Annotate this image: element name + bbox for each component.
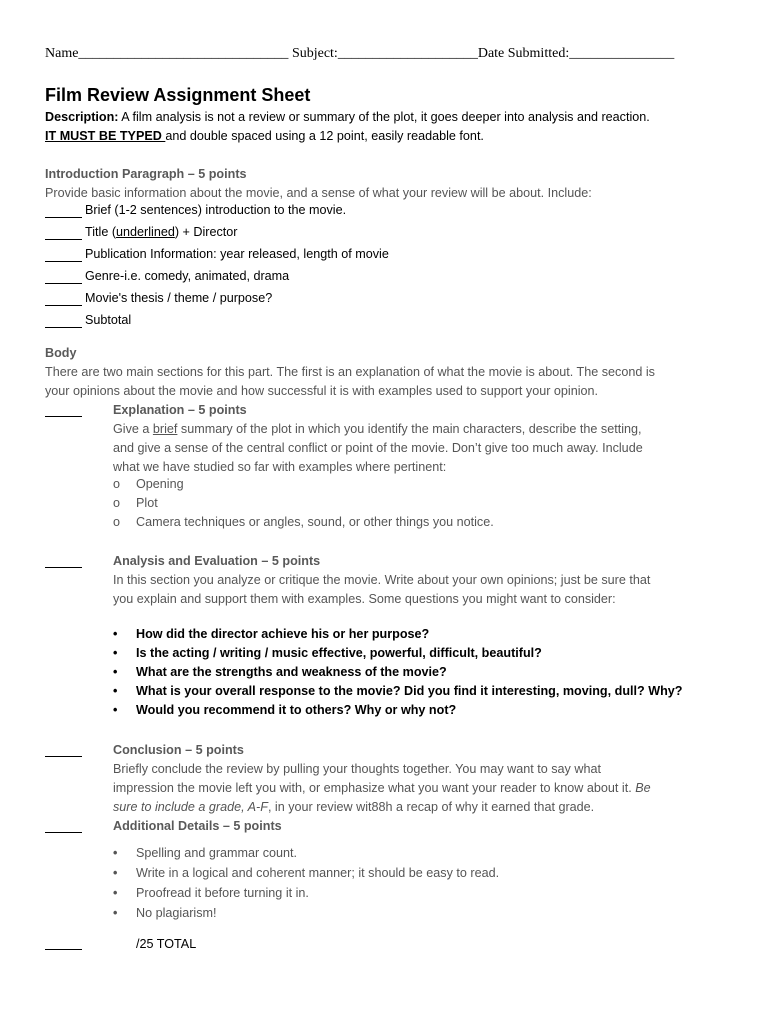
bullet-mark: • (113, 846, 118, 860)
intro-blank-2 (45, 239, 82, 240)
conclusion-text-3b: , in your review wit88h a recap of why it earned that grade. (267, 800, 595, 814)
conclusion-blank (45, 756, 82, 757)
bullet-mark: • (113, 665, 118, 679)
analysis-bullet-3 (113, 665, 447, 679)
additional-bullet-4 (113, 906, 217, 920)
bullet-text: Spelling and grammar count. (136, 846, 298, 860)
conclusion-text-2 (113, 779, 651, 798)
conclusion-heading: Conclusion – 5 points (113, 743, 244, 757)
bullet-mark: • (113, 684, 118, 698)
title-prefix: Title ( (85, 225, 117, 239)
explanation-bullet-3 (113, 515, 494, 529)
analysis-heading: Analysis and Evaluation – 5 points (113, 554, 321, 568)
title-rest: ) + Director (174, 225, 238, 239)
bullet-mark: o (113, 477, 121, 491)
explanation-text-3: what we have studied so far with examples where pertinent: (113, 460, 447, 474)
additional-bullet-1 (113, 846, 297, 860)
explanation-brief: brief (152, 422, 178, 436)
intro-item-6: Subtotal (85, 313, 132, 327)
analysis-blank (45, 567, 82, 568)
explanation-text-2: and give a sense of the central conflict or point of the movie. Don’t give too much away. Include (113, 441, 643, 455)
name-field: Name______________________________ (45, 46, 289, 61)
bullet-text: Opening (136, 477, 184, 491)
conclusion-text-3a: sure to include a grade, A-F (113, 800, 268, 814)
header-fields (45, 46, 674, 62)
additional-heading: Additional Details – 5 points (113, 819, 282, 833)
bullet-text: Proofread it before turning it in. (136, 886, 309, 900)
bullet-text: Would you recommend it to others? Why or why not? (136, 703, 457, 717)
additional-bullet-2 (113, 866, 499, 880)
intro-blank-4 (45, 283, 82, 284)
intro-blank-6 (45, 327, 82, 328)
subject-field: Subject:____________________ (291, 46, 478, 61)
bullet-mark: • (113, 906, 118, 920)
must-be-typed: IT MUST BE TYPED (45, 129, 166, 143)
body-text-1: There are two main sections for this part. The first is an explanation of what the movie is about. The second is (45, 365, 655, 379)
date-field: Date Submitted:_______________ (477, 46, 675, 61)
description-line-2 (45, 127, 484, 146)
bullet-mark: • (113, 866, 118, 880)
conclusion-text-1: Briefly conclude the review by pulling your thoughts together. You may want to say what (113, 762, 601, 776)
analysis-bullet-5 (113, 703, 456, 717)
analysis-bullet-2 (113, 646, 542, 660)
intro-item-2 (85, 225, 238, 239)
bullet-text: What is your overall response to the movie? Did you find it interesting, moving, dull? Why? (136, 684, 683, 698)
explanation-blank (45, 416, 82, 417)
bullet-text: Write in a logical and coherent manner; it should be easy to read. (136, 866, 500, 880)
bullet-text: Plot (136, 496, 158, 510)
description-label: Description: (45, 110, 119, 124)
analysis-bullet-4 (113, 684, 682, 698)
conclusion-text-2a: impression the movie left you with, or emphasize what you want your reader to know about it. (113, 781, 636, 795)
explanation-bullet-2 (113, 496, 158, 510)
conclusion-text-3 (113, 798, 594, 817)
bullet-mark: • (113, 627, 118, 641)
intro-item-5: Movie's thesis / theme / purpose? (85, 291, 273, 305)
bullet-mark: o (113, 496, 121, 510)
analysis-bullet-1 (113, 627, 429, 641)
bullet-text: How did the director achieve his or her purpose? (136, 627, 430, 641)
intro-heading: Introduction Paragraph – 5 points (45, 167, 247, 181)
intro-blank-5 (45, 305, 82, 306)
total-label: /25 TOTAL (136, 937, 197, 951)
bullet-text: Is the acting / writing / music effective, powerful, difficult, beautiful? (136, 646, 542, 660)
description-text-2: and double spaced using a 12 point, easily readable font. (165, 129, 484, 143)
additional-bullet-3 (113, 886, 309, 900)
explanation-heading: Explanation – 5 points (113, 403, 247, 417)
description-line-1 (45, 108, 650, 127)
title-underlined: underlined (116, 225, 175, 239)
explanation-text-1 (113, 420, 642, 439)
body-text-2: your opinions about the movie and how successful it is with examples used to support your opinion. (45, 384, 599, 398)
analysis-text-2: you explain and support them with examples. Some questions you might want to consider: (113, 592, 616, 606)
description-text: A film analysis is not a review or summary of the plot, it goes deeper into analysis and reaction. (118, 110, 650, 124)
intro-blank-3 (45, 261, 82, 262)
bullet-text: Camera techniques or angles, sound, or other things you notice. (136, 515, 494, 529)
conclusion-text-2b: Be (635, 781, 651, 795)
intro-item-3: Publication Information: year released, length of movie (85, 247, 389, 261)
bullet-mark: • (113, 646, 118, 660)
total-blank (45, 949, 82, 950)
bullet-text: What are the strengths and weakness of the movie? (136, 665, 447, 679)
additional-blank (45, 832, 82, 833)
page-title: Film Review Assignment Sheet (45, 85, 311, 105)
intro-blank-1 (45, 217, 82, 218)
body-heading: Body (45, 346, 77, 360)
explanation-text-b: summary of the plot in which you identify the main characters, describe the setting, (177, 422, 642, 436)
bullet-text: No plagiarism! (136, 906, 217, 920)
bullet-mark: o (113, 515, 121, 529)
intro-text: Provide basic information about the movie, and a sense of what your review will be about. Include: (45, 186, 592, 200)
explanation-bullet-1 (113, 477, 184, 491)
explanation-text-a: Give a (113, 422, 153, 436)
bullet-mark: • (113, 703, 118, 717)
analysis-text-1: In this section you analyze or critique the movie. Write about your own opinions; just be sure that (113, 573, 651, 587)
intro-item-4: Genre-i.e. comedy, animated, drama (85, 269, 290, 283)
intro-item-1: Brief (1-2 sentences) introduction to the movie. (85, 203, 347, 217)
bullet-mark: • (113, 886, 118, 900)
